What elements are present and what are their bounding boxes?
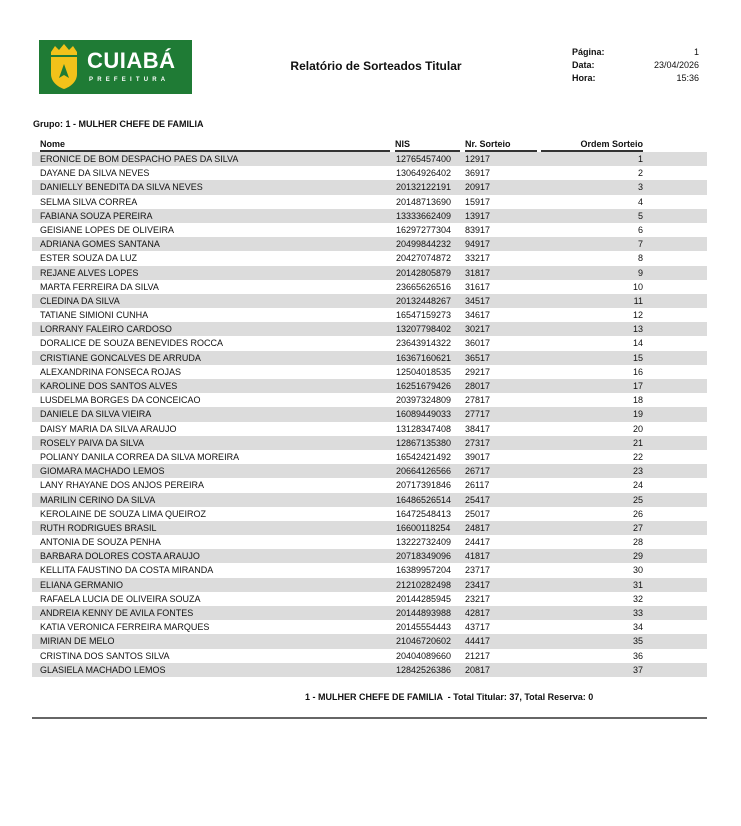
cell-ordem-sorteio: 32 [632, 593, 643, 604]
cell-ordem-sorteio: 18 [632, 395, 643, 406]
cell-nome: LORRANY FALEIRO CARDOSO [40, 324, 172, 335]
meta-date-value: 23/04/2026 [653, 60, 699, 70]
table-row [32, 223, 707, 237]
cell-nome: ANTONIA DE SOUZA PENHA [40, 537, 161, 548]
cell-nis: 13064926402 [396, 168, 452, 179]
cell-nr-sorteio: 26717 [465, 466, 491, 477]
cell-ordem-sorteio: 16 [632, 366, 643, 377]
cell-nome: ERONICE DE BOM DESPACHO PAES DA SILVA [40, 154, 239, 164]
cell-nr-sorteio: 23217 [465, 593, 491, 604]
cell-ordem-sorteio: 9 [637, 267, 643, 278]
cell-nr-sorteio: 31617 [465, 281, 491, 292]
table-row [32, 322, 707, 336]
table-row [32, 563, 707, 577]
cell-nis: 20717391846 [396, 480, 452, 491]
cell-nome: DORALICE DE SOUZA BENEVIDES ROCCA [40, 338, 224, 349]
cell-nis: 20664126566 [396, 466, 452, 477]
cell-nis: 12842526386 [396, 664, 452, 675]
cell-nome: KELLITA FAUSTINO DA COSTA MIRANDA [40, 565, 214, 576]
cell-ordem-sorteio: 3 [637, 182, 643, 193]
cell-nis: 23643914322 [396, 338, 452, 349]
table-row [32, 152, 707, 166]
table-row [32, 493, 707, 507]
table-row [32, 237, 707, 251]
cell-nome: ELIANA GERMANIO [40, 579, 124, 590]
cell-ordem-sorteio: 1 [637, 154, 643, 164]
group-heading: Grupo: 1 - MULHER CHEFE DE FAMILIA [33, 119, 204, 129]
table-row [32, 379, 707, 393]
cell-ordem-sorteio: 5 [637, 210, 643, 221]
logo-subtitle: PREFEITURA [89, 77, 170, 83]
cell-nr-sorteio: 29217 [465, 366, 491, 377]
group-summary: 1 - MULHER CHEFE DE FAMILIA - Total Titular: 37, Total Reserva: 0 [305, 692, 594, 702]
cell-ordem-sorteio: 8 [637, 253, 643, 264]
cell-nome: CLEDINA DA SILVA [40, 295, 120, 306]
cell-nr-sorteio: 36917 [465, 168, 491, 179]
cell-nome: KEROLAINE DE SOUZA LIMA QUEIROZ [40, 508, 207, 519]
table-row [32, 336, 707, 350]
cell-ordem-sorteio: 35 [632, 636, 643, 647]
coat-of-arms-icon [39, 40, 89, 94]
cell-nome: POLIANY DANILA CORREA DA SILVA MOREIRA [40, 451, 240, 462]
cell-ordem-sorteio: 24 [632, 480, 643, 491]
cell-nis: 13207798402 [396, 324, 452, 335]
table-row [32, 620, 707, 634]
meta-page-value: 1 [693, 47, 699, 57]
cell-ordem-sorteio: 37 [632, 664, 643, 675]
table-row [32, 436, 707, 450]
cell-nr-sorteio: 27317 [465, 437, 491, 448]
cell-nr-sorteio: 31817 [465, 267, 491, 278]
cell-nr-sorteio: 23417 [465, 579, 491, 590]
cell-nr-sorteio: 27717 [465, 409, 491, 420]
cell-ordem-sorteio: 26 [632, 508, 643, 519]
cell-nis: 20132122191 [396, 182, 452, 193]
cell-nis: 16486526514 [396, 494, 452, 505]
table-row [32, 578, 707, 592]
table-row [32, 507, 707, 521]
cell-nome: GEISIANE LOPES DE OLIVEIRA [40, 224, 175, 235]
cell-nr-sorteio: 44417 [465, 636, 491, 647]
cell-nr-sorteio: 38417 [465, 423, 491, 434]
cell-nome: DAISY MARIA DA SILVA ARAUJO [40, 423, 177, 434]
cell-nis: 13128347408 [396, 423, 452, 434]
cell-nome: RUTH RODRIGUES BRASIL [40, 522, 157, 533]
cell-nis: 20142805879 [396, 267, 452, 278]
table-row [32, 606, 707, 620]
cell-nis: 16297277304 [396, 224, 452, 235]
table-row [32, 365, 707, 379]
cell-nis: 16251679426 [396, 381, 452, 391]
table-row [32, 663, 707, 677]
cell-nome: DAYANE DA SILVA NEVES [40, 168, 150, 179]
table-row [32, 592, 707, 606]
cell-nis: 13222732409 [396, 537, 452, 548]
cell-nis: 16547159273 [396, 310, 452, 321]
cell-nome: MIRIAN DE MELO [40, 636, 115, 647]
cell-nr-sorteio: 42817 [465, 608, 491, 618]
cell-nr-sorteio: 21217 [465, 650, 491, 661]
cell-nome: DANIELLY BENEDITA DA SILVA NEVES [40, 182, 203, 193]
cell-ordem-sorteio: 36 [632, 650, 643, 661]
cell-nome: LUSDELMA BORGES DA CONCEICAO [40, 395, 201, 406]
meta-time [572, 72, 699, 85]
logo-title: CUIABÁ [87, 48, 176, 73]
cell-nome: KATIA VERONICA FERREIRA MARQUES [40, 622, 210, 633]
cell-nr-sorteio: 34517 [465, 295, 491, 306]
meta-page [572, 46, 699, 59]
cell-nis: 12504018535 [396, 366, 452, 377]
footer-divider [32, 717, 707, 719]
table-row [32, 195, 707, 209]
meta-time-value: 15:36 [676, 73, 699, 83]
cell-ordem-sorteio: 33 [632, 608, 643, 618]
cell-nr-sorteio: 13917 [465, 210, 491, 221]
cell-nome: LANY RHAYANE DOS ANJOS PEREIRA [40, 480, 205, 491]
cell-nis: 20132448267 [396, 295, 452, 306]
cell-ordem-sorteio: 11 [633, 295, 643, 306]
cell-nome: TATIANE SIMIONI CUNHA [40, 310, 149, 321]
table-row [32, 634, 707, 648]
cell-nis: 20404089660 [396, 650, 452, 661]
cell-nr-sorteio: 24417 [465, 537, 491, 548]
cell-nome: KAROLINE DOS SANTOS ALVES [40, 381, 178, 391]
cell-ordem-sorteio: 28 [632, 537, 643, 548]
report-meta [572, 46, 699, 85]
cell-nis: 13333662409 [396, 210, 452, 221]
table-row [32, 649, 707, 663]
cell-nr-sorteio: 30217 [465, 324, 491, 335]
cell-nome: MARILIN CERINO DA SILVA [40, 494, 156, 505]
cell-ordem-sorteio: 15 [632, 352, 643, 363]
cell-ordem-sorteio: 12 [632, 310, 643, 321]
cell-nome: REJANE ALVES LOPES [40, 267, 139, 278]
cell-nome: ANDREIA KENNY DE AVILA FONTES [40, 608, 194, 618]
column-header-nr-sorteio: Nr. Sorteio [465, 139, 537, 152]
cell-nis: 20144285945 [396, 593, 452, 604]
table-row [32, 251, 707, 265]
cell-nis: 12765457400 [396, 154, 452, 164]
table-row [32, 280, 707, 294]
cell-nis: 16542421492 [396, 451, 452, 462]
cell-nr-sorteio: 25417 [465, 494, 491, 505]
cell-ordem-sorteio: 29 [632, 551, 643, 562]
meta-time-label: Hora: [572, 73, 596, 83]
cell-nome: DANIELE DA SILVA VIEIRA [40, 409, 152, 420]
cell-ordem-sorteio: 31 [632, 579, 643, 590]
cell-nome: FABIANA SOUZA PEREIRA [40, 210, 153, 221]
cell-ordem-sorteio: 22 [632, 451, 643, 462]
cell-nome: MARTA FERREIRA DA SILVA [40, 281, 159, 292]
cell-nr-sorteio: 15917 [465, 196, 491, 207]
table-row [32, 407, 707, 421]
cell-ordem-sorteio: 7 [637, 239, 643, 250]
cell-ordem-sorteio: 14 [632, 338, 643, 349]
prefeitura-cuiaba-logo [39, 40, 192, 94]
cell-nome: GIOMARA MACHADO LEMOS [40, 466, 165, 477]
cell-nr-sorteio: 23717 [465, 565, 491, 576]
cell-nome: RAFAELA LUCIA DE OLIVEIRA SOUZA [40, 593, 201, 604]
cell-nr-sorteio: 41817 [465, 551, 491, 562]
cell-nr-sorteio: 28017 [465, 381, 491, 391]
cell-nis: 20145554443 [396, 622, 452, 633]
cell-nr-sorteio: 27817 [465, 395, 491, 406]
meta-date-label: Data: [572, 60, 595, 70]
cell-ordem-sorteio: 21 [632, 437, 643, 448]
column-header-nome: Nome [40, 139, 390, 152]
cell-nome: GLASIELA MACHADO LEMOS [40, 664, 166, 675]
cell-nr-sorteio: 20917 [465, 182, 491, 193]
cell-nis: 20427074872 [396, 253, 452, 264]
table-row [32, 180, 707, 194]
column-header-ordem-sorteio: Ordem Sorteio [541, 139, 643, 152]
cell-nis: 21046720602 [396, 636, 452, 647]
cell-nr-sorteio: 26117 [465, 480, 490, 491]
table-row [32, 450, 707, 464]
cell-nr-sorteio: 39017 [465, 451, 491, 462]
cell-nis: 16600118254 [396, 522, 451, 533]
cell-nome: CRISTINA DOS SANTOS SILVA [40, 650, 170, 661]
column-header-nis: NIS [395, 139, 460, 152]
cell-ordem-sorteio: 25 [632, 494, 643, 505]
table-row [32, 478, 707, 492]
cell-nr-sorteio: 36017 [465, 338, 491, 349]
table-row [32, 266, 707, 280]
cell-ordem-sorteio: 6 [637, 224, 643, 235]
results-table-body [32, 152, 707, 677]
cell-nr-sorteio: 34617 [465, 310, 491, 321]
meta-page-label: Página: [572, 47, 605, 57]
cell-nis: 16389957204 [396, 565, 452, 576]
cell-nr-sorteio: 36517 [465, 352, 491, 363]
cell-nis: 20144893988 [396, 608, 452, 618]
table-row [32, 393, 707, 407]
cell-nis: 20148713690 [396, 196, 452, 207]
cell-nome: ROSELY PAIVA DA SILVA [40, 437, 145, 448]
cell-ordem-sorteio: 10 [632, 281, 643, 292]
cell-nome: CRISTIANE GONCALVES DE ARRUDA [40, 352, 201, 363]
cell-nis: 16472548413 [396, 508, 452, 519]
cell-nr-sorteio: 24817 [465, 522, 491, 533]
cell-nr-sorteio: 25017 [465, 508, 491, 519]
cell-nr-sorteio: 12917 [465, 154, 491, 164]
table-row [32, 209, 707, 223]
cell-nis: 20397324809 [396, 395, 452, 406]
table-header [0, 139, 741, 152]
table-row [32, 351, 707, 365]
cell-nr-sorteio: 20817 [465, 664, 491, 675]
cell-ordem-sorteio: 34 [632, 622, 643, 633]
table-row [32, 308, 707, 322]
cell-nome: ALEXANDRINA FONSECA ROJAS [40, 366, 182, 377]
table-row [32, 422, 707, 436]
cell-ordem-sorteio: 27 [632, 522, 643, 533]
cell-nis: 21210282498 [396, 579, 452, 590]
cell-ordem-sorteio: 30 [632, 565, 643, 576]
cell-ordem-sorteio: 2 [637, 168, 643, 179]
cell-nr-sorteio: 94917 [465, 239, 491, 250]
cell-nome: BARBARA DOLORES COSTA ARAUJO [40, 551, 200, 562]
meta-date [572, 59, 699, 72]
table-row [32, 549, 707, 563]
cell-nr-sorteio: 43717 [465, 622, 491, 633]
cell-nome: ADRIANA GOMES SANTANA [40, 239, 160, 250]
cell-nome: SELMA SILVA CORREA [40, 196, 138, 207]
cell-nome: ESTER SOUZA DA LUZ [40, 253, 138, 264]
cell-nis: 23665626516 [396, 281, 452, 292]
table-row [32, 166, 707, 180]
cell-ordem-sorteio: 19 [632, 409, 643, 420]
table-row [32, 464, 707, 478]
cell-nis: 12867135380 [396, 437, 452, 448]
table-row [32, 521, 707, 535]
cell-nis: 20718349096 [396, 551, 452, 562]
cell-ordem-sorteio: 23 [632, 466, 643, 477]
cell-nr-sorteio: 33217 [465, 253, 491, 264]
cell-nis: 20499844232 [396, 239, 452, 250]
table-row [32, 294, 707, 308]
cell-ordem-sorteio: 20 [632, 423, 643, 434]
cell-nr-sorteio: 83917 [465, 224, 491, 235]
cell-ordem-sorteio: 13 [632, 324, 643, 335]
cell-nis: 16089449033 [396, 409, 452, 420]
table-row [32, 535, 707, 549]
cell-ordem-sorteio: 17 [632, 381, 643, 391]
cell-ordem-sorteio: 4 [637, 196, 643, 207]
cell-nis: 16367160621 [396, 352, 452, 363]
report-title: Relatório de Sorteados Titular [290, 59, 462, 73]
